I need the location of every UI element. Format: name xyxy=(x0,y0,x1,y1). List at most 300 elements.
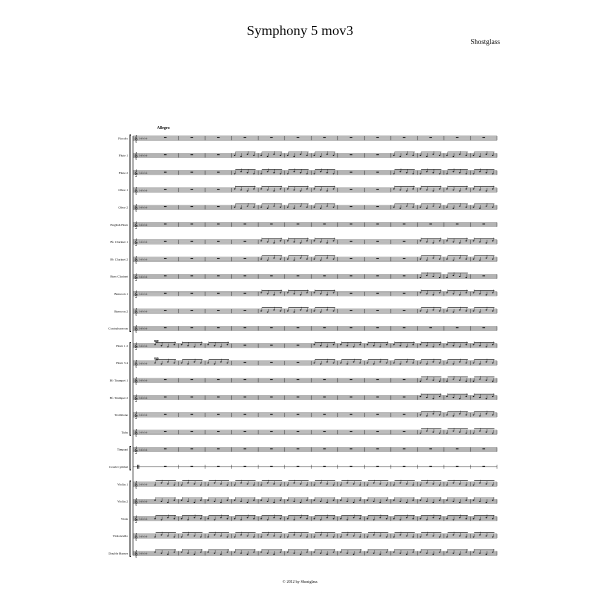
whole-rest xyxy=(164,293,167,294)
note-head xyxy=(439,173,441,174)
note-head xyxy=(479,208,481,209)
note-head xyxy=(446,311,448,312)
note-head xyxy=(465,381,467,382)
whole-rest xyxy=(376,258,379,259)
note-head xyxy=(479,431,481,432)
whole-rest xyxy=(164,379,167,380)
note-head xyxy=(432,517,434,518)
whole-rest xyxy=(376,275,379,276)
key-signature-icon: ♭♭♭♭♭ xyxy=(139,344,148,348)
note-head xyxy=(333,188,335,189)
whole-rest xyxy=(456,224,459,225)
note-head xyxy=(320,156,322,157)
whole-rest xyxy=(350,206,353,207)
note-head xyxy=(287,155,289,156)
note-head xyxy=(287,311,289,312)
note-head xyxy=(492,518,494,519)
whole-rest xyxy=(164,397,167,398)
note-head xyxy=(293,534,295,535)
note-head xyxy=(393,362,395,363)
note-head xyxy=(260,240,262,241)
note-head xyxy=(400,519,402,520)
note-head xyxy=(439,188,441,189)
instrument-label: Crash Cymbal xyxy=(109,465,128,469)
note-head xyxy=(326,154,328,155)
note-head xyxy=(492,537,494,538)
whole-rest xyxy=(376,154,379,155)
whole-rest xyxy=(217,241,220,242)
note-head xyxy=(453,156,455,157)
note-head xyxy=(492,433,494,434)
key-signature-icon: ♭♭♭♭♭ xyxy=(139,430,148,435)
note-head xyxy=(273,294,275,295)
whole-rest xyxy=(482,466,485,467)
key-signature-icon: ♭♭♭♭♭ xyxy=(139,292,148,297)
note-head xyxy=(465,344,467,345)
note-head xyxy=(174,537,176,538)
note-head xyxy=(426,397,428,398)
note-head xyxy=(161,483,163,484)
note-head xyxy=(207,537,209,538)
note-head xyxy=(465,207,467,208)
note-head xyxy=(273,258,275,259)
note-head xyxy=(234,207,236,208)
note-head xyxy=(306,518,308,519)
note-head xyxy=(161,364,163,365)
note-head xyxy=(465,362,467,363)
key-signature-icon: ♭♭♭♭♭ xyxy=(139,171,148,175)
note-head xyxy=(174,344,176,345)
note-head xyxy=(386,362,388,363)
note-head xyxy=(426,293,428,294)
note-head xyxy=(367,500,369,501)
note-head xyxy=(267,534,269,535)
note-head xyxy=(320,534,322,535)
whole-rest xyxy=(297,327,300,328)
key-signature-icon: ♭♭♭♭♭ xyxy=(139,395,148,400)
note-head xyxy=(187,553,189,554)
instrument-label: Violin 2 xyxy=(117,499,128,504)
note-head xyxy=(333,292,335,293)
whole-rest xyxy=(297,379,300,380)
whole-rest xyxy=(244,224,247,225)
note-head xyxy=(426,208,428,209)
dynamic-marking: mp xyxy=(154,356,159,361)
group-bracket xyxy=(130,481,131,556)
whole-rest xyxy=(217,414,220,415)
note-head xyxy=(379,484,381,485)
whole-rest xyxy=(297,224,300,225)
note-head xyxy=(306,155,308,156)
whole-rest xyxy=(350,397,353,398)
note-head xyxy=(320,553,322,554)
note-head xyxy=(420,396,422,397)
whole-rest xyxy=(376,206,379,207)
key-signature-icon: ♭♭♭♭♭ xyxy=(139,326,148,331)
note-head xyxy=(359,344,361,345)
note-head xyxy=(326,346,328,347)
whole-rest xyxy=(376,466,379,467)
note-head xyxy=(306,240,308,241)
note-head xyxy=(313,485,315,486)
whole-rest xyxy=(164,466,167,467)
note-head xyxy=(453,293,455,294)
key-signature-icon: ♭♭♭♭♭ xyxy=(139,413,148,418)
note-head xyxy=(326,242,328,243)
note-head xyxy=(473,552,475,553)
note-head xyxy=(154,485,156,486)
note-head xyxy=(420,485,422,486)
clef-icon: 𝄞 xyxy=(134,445,138,454)
note-head xyxy=(320,519,322,520)
note-head xyxy=(373,553,375,554)
note-head xyxy=(459,242,461,243)
whole-rest xyxy=(350,275,353,276)
note-head xyxy=(486,535,488,536)
whole-rest xyxy=(164,327,167,328)
whole-rest xyxy=(217,206,220,207)
note-head xyxy=(267,483,269,484)
note-head xyxy=(333,362,335,363)
note-head xyxy=(473,537,475,538)
note-head xyxy=(167,517,169,518)
note-head xyxy=(313,173,315,174)
note-head xyxy=(207,552,209,553)
note-head xyxy=(432,310,434,311)
whole-rest xyxy=(376,448,379,449)
whole-rest xyxy=(376,224,379,225)
whole-rest xyxy=(323,448,326,449)
note-head xyxy=(214,364,216,365)
note-head xyxy=(313,240,315,241)
note-head xyxy=(459,154,461,155)
note-head xyxy=(446,155,448,156)
key-signature-icon: ♭♭♭♭♭ xyxy=(139,153,148,158)
note-head xyxy=(432,502,434,503)
note-head xyxy=(247,517,249,518)
whole-rest xyxy=(482,448,485,449)
note-head xyxy=(333,173,335,174)
note-head xyxy=(326,554,328,555)
note-head xyxy=(200,362,202,363)
note-head xyxy=(181,344,183,345)
whole-rest xyxy=(217,310,220,311)
whole-rest xyxy=(244,137,247,138)
note-head xyxy=(400,189,402,190)
note-head xyxy=(492,485,494,486)
note-head xyxy=(340,552,342,553)
note-head xyxy=(479,189,481,190)
note-head xyxy=(167,484,169,485)
note-head xyxy=(393,552,395,553)
note-head xyxy=(393,188,395,189)
note-head xyxy=(453,431,455,432)
note-head xyxy=(333,259,335,260)
whole-rest xyxy=(217,189,220,190)
note-head xyxy=(453,379,455,380)
instrument-label: Tuba xyxy=(121,430,128,435)
note-head xyxy=(287,173,289,174)
key-signature-icon: ♭♭♭♭♭ xyxy=(139,482,148,487)
whole-rest xyxy=(403,310,406,311)
note-head xyxy=(432,380,434,381)
whole-rest xyxy=(403,137,406,138)
note-head xyxy=(439,240,441,241)
note-head xyxy=(161,519,163,520)
whole-rest xyxy=(191,172,194,173)
note-head xyxy=(453,483,455,484)
note-head xyxy=(253,155,255,156)
note-head xyxy=(340,362,342,363)
note-head xyxy=(359,362,361,363)
note-head xyxy=(174,518,176,519)
note-head xyxy=(273,535,275,536)
note-head xyxy=(406,206,408,207)
note-head xyxy=(340,500,342,501)
note-head xyxy=(439,414,441,415)
note-head xyxy=(240,171,242,172)
note-head xyxy=(234,537,236,538)
whole-rest xyxy=(376,189,379,190)
copyright-footer: © 2012 by Shostglass xyxy=(282,579,318,584)
note-head xyxy=(181,500,183,501)
whole-rest xyxy=(191,275,194,276)
note-head xyxy=(267,241,269,242)
clef-icon: 𝄞 xyxy=(134,186,138,195)
whole-rest xyxy=(456,448,459,449)
note-head xyxy=(446,485,448,486)
note-head xyxy=(393,485,395,486)
note-head xyxy=(459,554,461,555)
note-head xyxy=(453,241,455,242)
whole-rest xyxy=(244,362,247,363)
note-head xyxy=(194,535,196,536)
note-head xyxy=(187,501,189,502)
note-head xyxy=(439,311,441,312)
note-head xyxy=(187,534,189,535)
note-head xyxy=(492,155,494,156)
note-head xyxy=(326,294,328,295)
note-head xyxy=(313,292,315,293)
key-signature-icon: ♭♭♭♭♭ xyxy=(139,222,148,227)
note-head xyxy=(420,155,422,156)
note-head xyxy=(386,485,388,486)
note-head xyxy=(220,554,222,555)
note-head xyxy=(293,483,295,484)
note-head xyxy=(400,208,402,209)
key-signature-icon: ♭♭♭♭♭ xyxy=(139,361,148,366)
note-head xyxy=(194,361,196,362)
note-head xyxy=(446,207,448,208)
whole-rest xyxy=(350,293,353,294)
whole-rest xyxy=(164,189,167,190)
note-head xyxy=(479,397,481,398)
perc-clef xyxy=(139,465,140,469)
perc-clef xyxy=(137,465,138,469)
whole-rest xyxy=(191,379,194,380)
note-head xyxy=(280,518,282,519)
note-head xyxy=(453,275,455,276)
whole-rest xyxy=(297,466,300,467)
note-head xyxy=(432,276,434,277)
whole-rest xyxy=(164,241,167,242)
note-head xyxy=(234,485,236,486)
note-head xyxy=(253,552,255,553)
whole-rest xyxy=(270,466,273,467)
whole-rest xyxy=(403,241,406,242)
note-head xyxy=(432,413,434,414)
note-head xyxy=(220,361,222,362)
note-head xyxy=(280,240,282,241)
note-head xyxy=(200,485,202,486)
note-head xyxy=(479,312,481,313)
note-head xyxy=(280,188,282,189)
note-head xyxy=(240,189,242,190)
key-signature-icon: ♭♭♭♭♭ xyxy=(139,257,148,262)
note-head xyxy=(473,240,475,241)
note-head xyxy=(346,501,348,502)
clef-icon: 𝄞 xyxy=(134,515,138,523)
whole-rest xyxy=(403,275,406,276)
whole-rest xyxy=(350,241,353,242)
note-head xyxy=(486,517,488,518)
note-head xyxy=(465,240,467,241)
note-head xyxy=(300,554,302,555)
note-head xyxy=(459,346,461,347)
note-head xyxy=(473,207,475,208)
note-head xyxy=(412,362,414,363)
note-head xyxy=(234,518,236,519)
note-head xyxy=(306,500,308,501)
note-head xyxy=(492,259,494,260)
note-head xyxy=(400,553,402,554)
clef-icon: 𝄞 xyxy=(134,169,138,177)
note-head xyxy=(280,500,282,501)
note-head xyxy=(465,537,467,538)
note-head xyxy=(300,172,302,173)
key-signature-icon: ♭♭♭♭♭ xyxy=(139,205,148,210)
whole-rest xyxy=(191,466,194,467)
note-head xyxy=(240,483,242,484)
note-head xyxy=(326,517,328,518)
whole-rest xyxy=(429,224,432,225)
key-signature-icon: ♭♭♭♭♭ xyxy=(139,188,148,193)
instrument-label: Bassoon 1 xyxy=(114,292,128,296)
note-head xyxy=(187,483,189,484)
whole-rest xyxy=(191,310,194,311)
note-head xyxy=(406,502,408,503)
note-head xyxy=(280,485,282,486)
whole-rest xyxy=(323,466,326,467)
note-head xyxy=(473,518,475,519)
note-head xyxy=(346,483,348,484)
note-head xyxy=(412,537,414,538)
note-head xyxy=(492,396,494,397)
note-head xyxy=(313,518,315,519)
note-head xyxy=(200,344,202,345)
note-head xyxy=(253,518,255,519)
note-head xyxy=(473,396,475,397)
note-head xyxy=(492,344,494,345)
note-head xyxy=(426,519,428,520)
instrument-label: Bass Clarinet xyxy=(110,274,128,279)
note-head xyxy=(260,292,262,293)
note-head xyxy=(473,173,475,174)
instrument-label: Violin 1 xyxy=(117,482,128,487)
clef-icon: 𝄞 xyxy=(134,480,138,489)
note-head xyxy=(446,173,448,174)
note-head xyxy=(393,207,395,208)
clef-icon: 𝄞 xyxy=(134,549,138,558)
note-head xyxy=(465,155,467,156)
score-title: Symphony 5 mov3 xyxy=(246,24,354,39)
note-head xyxy=(426,312,428,313)
note-head xyxy=(453,171,455,172)
whole-rest xyxy=(244,431,247,432)
note-head xyxy=(446,500,448,501)
note-head xyxy=(420,500,422,501)
note-head xyxy=(174,485,176,486)
whole-rest xyxy=(456,137,459,138)
note-head xyxy=(432,172,434,173)
note-head xyxy=(465,292,467,293)
note-head xyxy=(420,537,422,538)
clef-icon: 𝄞 xyxy=(134,376,138,385)
note-head xyxy=(220,346,222,347)
note-head xyxy=(367,485,369,486)
note-head xyxy=(426,553,428,554)
note-head xyxy=(439,485,441,486)
whole-rest xyxy=(323,397,326,398)
key-signature-icon: ♭♭♭♭♭ xyxy=(139,309,148,314)
note-head xyxy=(486,172,488,173)
note-head xyxy=(492,311,494,312)
instrument-label: Horn 3 4 xyxy=(116,361,128,366)
note-head xyxy=(214,345,216,346)
whole-rest xyxy=(217,258,220,259)
note-head xyxy=(253,207,255,208)
dynamic-marking: mp xyxy=(154,339,159,343)
note-head xyxy=(486,502,488,503)
note-head xyxy=(400,501,402,502)
note-head xyxy=(287,240,289,241)
whole-rest xyxy=(217,397,220,398)
note-head xyxy=(234,188,236,189)
note-head xyxy=(333,155,335,156)
note-head xyxy=(267,293,269,294)
whole-rest xyxy=(164,431,167,432)
note-head xyxy=(473,433,475,434)
whole-rest xyxy=(376,137,379,138)
whole-rest xyxy=(482,137,485,138)
note-head xyxy=(439,518,441,519)
whole-rest xyxy=(191,258,194,259)
note-head xyxy=(240,553,242,554)
note-head xyxy=(420,188,422,189)
note-head xyxy=(227,500,229,501)
note-head xyxy=(373,534,375,535)
whole-rest xyxy=(164,414,167,415)
note-head xyxy=(306,292,308,293)
note-head xyxy=(479,345,481,346)
whole-rest xyxy=(297,431,300,432)
note-head xyxy=(420,277,422,278)
note-head xyxy=(273,154,275,155)
note-head xyxy=(473,362,475,363)
note-head xyxy=(486,191,488,192)
note-head xyxy=(227,362,229,363)
note-head xyxy=(260,485,262,486)
